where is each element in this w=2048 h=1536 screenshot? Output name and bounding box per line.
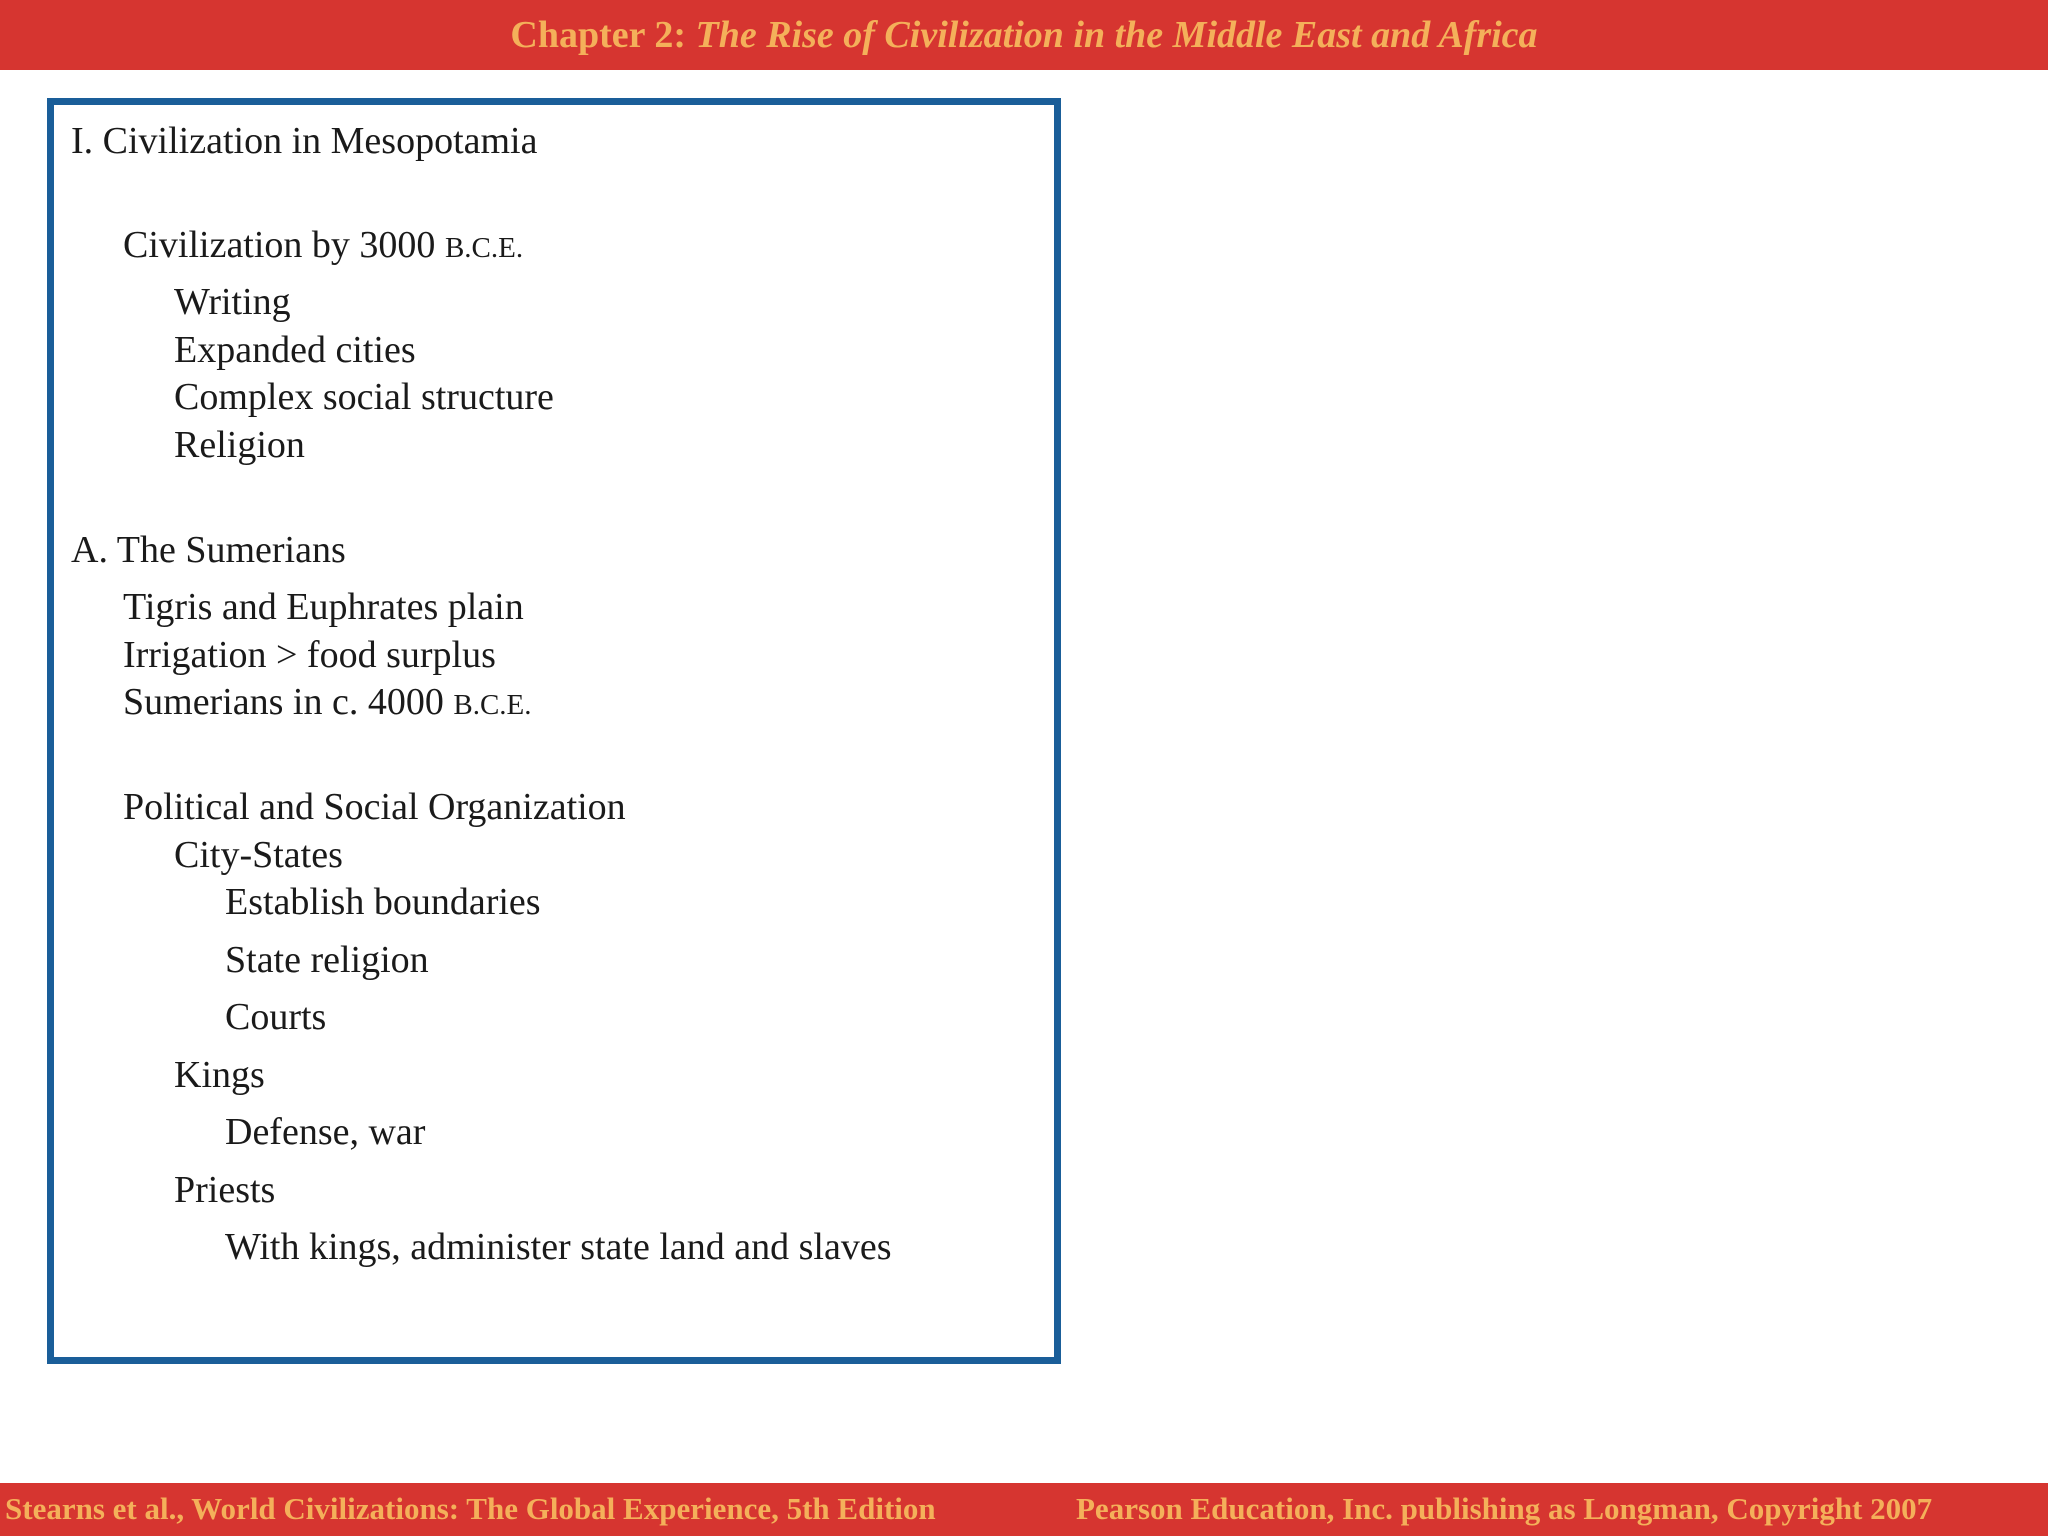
political-heading: Political and Social Organization: [123, 786, 626, 828]
chapter-title: [510, 13, 1537, 57]
header-bar: [0, 0, 2048, 70]
priests-heading: Priests: [174, 1169, 276, 1211]
list-item: Complex social structure: [174, 376, 554, 418]
list-item: State religion: [225, 939, 429, 981]
list-item: [123, 683, 532, 721]
sumerians-heading: A. The Sumerians: [71, 529, 346, 571]
footer-copyright: Pearson Education, Inc. publishing as Longman, Copyright 2007: [1076, 1491, 1933, 1526]
list-item: Irrigation > food surplus: [123, 634, 496, 676]
era-label: B.C.E.: [453, 689, 532, 721]
list-item: Defense, war: [225, 1111, 426, 1153]
footer-bar: [0, 1483, 2048, 1536]
list-item: Establish boundaries: [225, 881, 541, 923]
chapter-title-text: The Rise of Civilization in the Middle East and Africa: [695, 14, 1538, 56]
list-item: With kings, administer state land and slaves: [225, 1226, 892, 1268]
civilization-heading: [123, 226, 523, 264]
era-label: B.C.E.: [444, 232, 524, 264]
chapter-label: Chapter 2:: [510, 14, 686, 56]
list-item: Writing: [174, 281, 291, 323]
city-states-heading: City-States: [174, 834, 343, 876]
list-item: Courts: [225, 996, 327, 1038]
list-item-text: Sumerians in c. 4000: [123, 681, 444, 723]
list-item: Religion: [174, 424, 305, 466]
list-item: Tigris and Euphrates plain: [123, 586, 524, 628]
footer-citation: Stearns et al., World Civilizations: The Global Experience, 5th Edition: [5, 1491, 936, 1526]
section-title: I. Civilization in Mesopotamia: [71, 120, 538, 162]
civilization-heading-text: Civilization by 3000: [123, 224, 436, 266]
kings-heading: Kings: [174, 1054, 265, 1096]
list-item: Expanded cities: [174, 329, 416, 371]
